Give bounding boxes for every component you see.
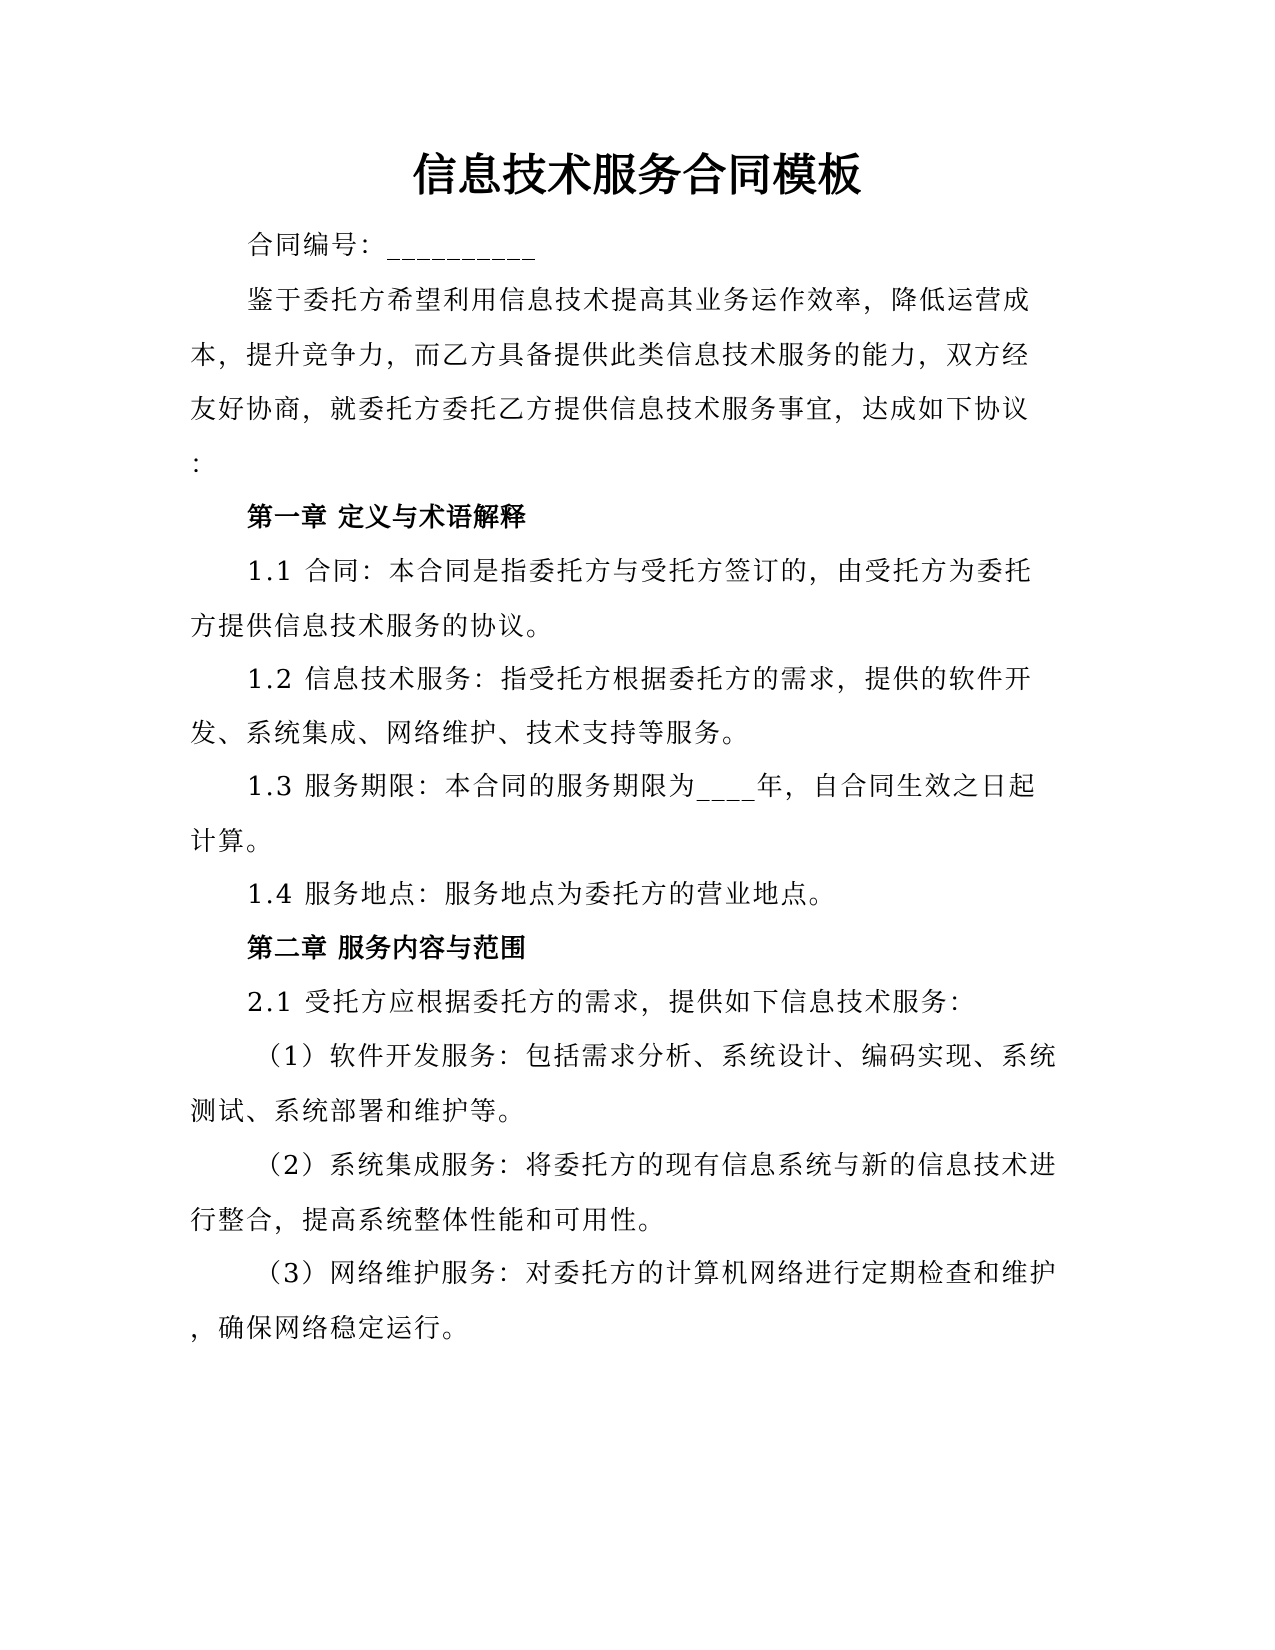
preamble-line-1: 鉴于委托方希望利用信息技术提高其业务运作效率，降低运营成	[247, 286, 1032, 316]
item-1-line-2: 测试、系统部署和维护等。	[190, 1097, 527, 1127]
preamble-line-2: 本，提升竞争力，而乙方具备提供此类信息技术服务的能力，双方经	[190, 341, 1031, 371]
item-2-line-1: （2）系统集成服务：将委托方的现有信息系统与新的信息技术进	[255, 1151, 1058, 1181]
preamble-line-4: ：	[190, 450, 219, 480]
clause-1-2-line-1: 1.2 信息技术服务：指受托方根据委托方的需求，提供的软件开	[247, 665, 1033, 695]
item-2-line-2: 行整合，提高系统整体性能和可用性。	[190, 1206, 667, 1236]
clause-1-4: 1.4 服务地点：服务地点为委托方的营业地点。	[247, 880, 837, 910]
item-3-line-1: （3）网络维护服务：对委托方的计算机网络进行定期检查和维护	[255, 1259, 1058, 1289]
clause-1-1-line-2: 方提供信息技术服务的协议。	[190, 612, 555, 642]
chapter-2-heading: 第二章 服务内容与范围	[247, 934, 528, 964]
item-1-line-1: （1）软件开发服务：包括需求分析、系统设计、编码实现、系统	[255, 1042, 1058, 1072]
clause-1-3-line-1: 1.3 服务期限：本合同的服务期限为____年，自合同生效之日起	[247, 772, 1037, 802]
preamble-line-3: 友好协商，就委托方委托乙方提供信息技术服务事宜，达成如下协议	[190, 395, 1031, 425]
clause-1-1-line-1: 1.1 合同：本合同是指委托方与受托方签订的，由受托方为委托	[247, 557, 1033, 587]
clause-2-1: 2.1 受托方应根据委托方的需求，提供如下信息技术服务：	[247, 988, 977, 1018]
contract-number: 合同编号：__________	[247, 231, 538, 261]
clause-1-2-line-2: 发、系统集成、网络维护、技术支持等服务。	[190, 719, 751, 749]
chapter-1-heading: 第一章 定义与术语解释	[247, 503, 528, 533]
clause-1-3-line-2: 计算。	[190, 827, 275, 857]
item-3-line-2: ，确保网络稳定运行。	[190, 1314, 471, 1344]
document-title: 信息技术服务合同模板	[412, 150, 863, 201]
